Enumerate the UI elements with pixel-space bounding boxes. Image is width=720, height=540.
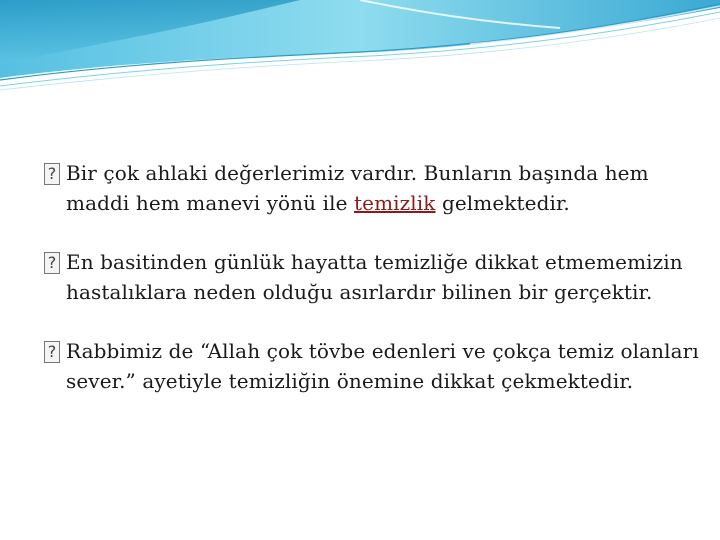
bullet-list: [44, 158, 704, 425]
header-wave-decoration: [0, 0, 720, 95]
bullet-text-2: En basitinden günlük hayatta temizliğe dikkat etmememizin hastalıklara neden olduğu asırlardır bilinen bir gerçektir.: [66, 250, 683, 304]
bullet-item-2: [44, 247, 704, 307]
bullet-item-1: [44, 158, 704, 218]
bullet-item-3: [44, 336, 704, 396]
bullet-text-3: Rabbimiz de “Allah çok tövbe edenleri ve çokça temiz olanları sever.” ayetiyle temizliğin önemine dikkat çekmektedir.: [66, 339, 699, 393]
bullet-text-1-suffix: gelmektedir.: [435, 191, 570, 215]
missing-glyph-icon: ?: [44, 252, 60, 274]
missing-glyph-icon: ?: [44, 341, 60, 363]
bullet-text-1-prefix: Bir çok ahlaki değerlerimiz vardır. Bunların başında hem maddi hem manevi yönü ile: [66, 161, 649, 215]
temizlik-link[interactable]: temizlik: [354, 191, 436, 215]
missing-glyph-icon: ?: [44, 163, 60, 185]
